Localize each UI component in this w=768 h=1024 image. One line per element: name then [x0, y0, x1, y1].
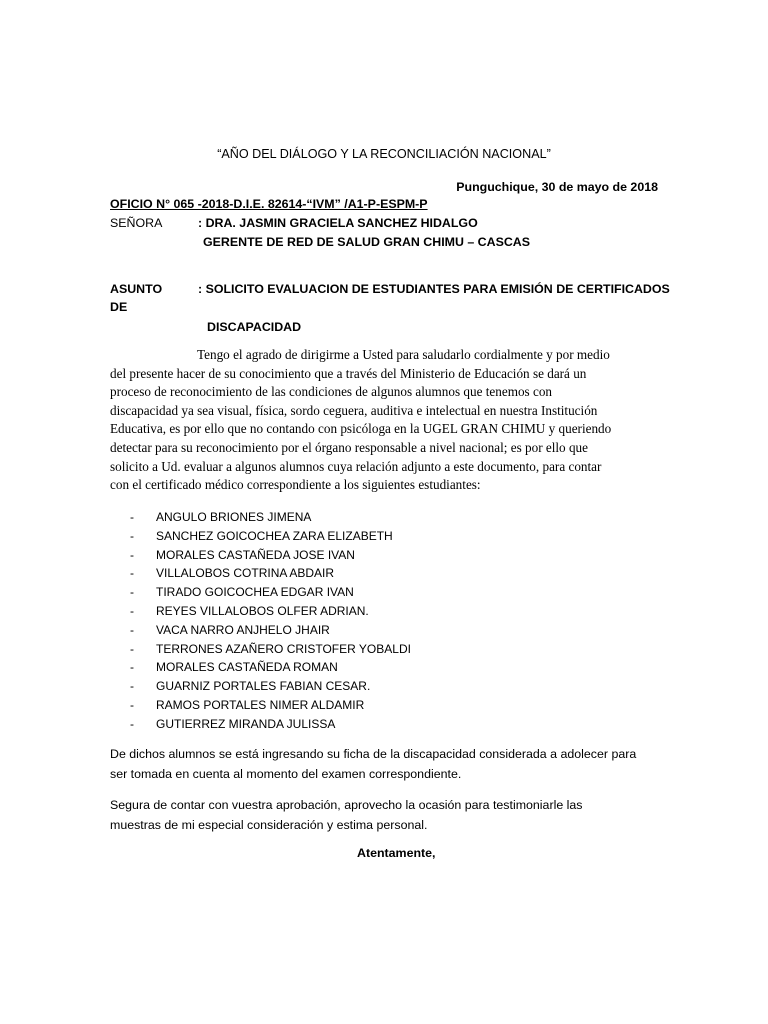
student-name: ANGULO BRIONES JIMENA [156, 510, 312, 524]
student-name: GUARNIZ PORTALES FABIAN CESAR. [156, 679, 371, 694]
list-item [130, 696, 411, 715]
info-paragraph [110, 745, 636, 784]
list-item [130, 715, 411, 734]
body-line: con el certificado médico correspondiente a los siguientes estudiantes: [110, 477, 481, 493]
bullet-dash: - [130, 585, 134, 600]
bullet-dash: - [130, 547, 134, 562]
body-line: detectar para su reconocimiento por el órgano responsable a nivel nacional; es por ello que [110, 439, 588, 455]
recipient-row [110, 216, 478, 230]
subject-line-3: DISCAPACIDAD [207, 320, 302, 334]
paragraph-line: De dichos alumnos se está ingresando su ficha de la discapacidad considerada a adolecer para [110, 747, 637, 761]
bullet-dash: - [130, 660, 134, 675]
bullet-dash: - [130, 528, 134, 543]
paragraph-line: muestras de mi especial consideración y estima personal. [110, 817, 428, 832]
farewell-paragraph [110, 796, 583, 835]
subject-line-2: DE [110, 300, 128, 314]
list-item [130, 527, 411, 546]
body-paragraph [110, 346, 658, 495]
list-item [130, 621, 411, 640]
subject-line-1: : SOLICITO EVALUACION DE ESTUDIANTES PARA EMISIÓN DE CERTIFICADOS [198, 282, 670, 296]
student-name: TERRONES AZAÑERO CRISTOFER YOBALDI [156, 641, 411, 656]
bullet-dash: - [130, 679, 134, 694]
bullet-dash: - [130, 603, 134, 618]
body-line: Educativa, es por ello que no contando con psicóloga en la UGEL GRAN CHIMU y queriendo [110, 421, 612, 437]
list-item [130, 564, 411, 583]
student-name: VILLALOBOS COTRINA ABDAIR [156, 566, 335, 581]
student-name: MORALES CASTAÑEDA ROMAN [156, 660, 338, 675]
place-date: Punguchique, 30 de mayo de 2018 [456, 180, 658, 194]
body-line: solicito a Ud. evaluar a algunos alumnos cuya relación adjunto a este documento, para contar [110, 458, 602, 474]
bullet-dash: - [130, 510, 134, 524]
body-line: discapacidad ya sea visual, física, sordo ceguera, auditiva e intelectual en nuestra Institución [110, 402, 598, 418]
subject-label: ASUNTO [110, 282, 163, 296]
list-item [130, 508, 411, 527]
list-item [130, 677, 411, 696]
bullet-dash: - [130, 697, 134, 712]
list-item [130, 658, 411, 677]
list-item [130, 640, 411, 659]
recipient-title: GERENTE DE RED DE SALUD GRAN CHIMU – CASCAS [203, 235, 531, 249]
subject-row [110, 282, 670, 296]
recipient-label: SEÑORA [110, 216, 163, 230]
list-item [130, 546, 411, 565]
body-line: Tengo el agrado de dirigirme a Usted para saludarlo cordialmente y por medio [197, 347, 610, 362]
student-name: RAMOS PORTALES NIMER ALDAMIR [156, 697, 365, 712]
student-name: GUTIERREZ MIRANDA JULISSA [156, 716, 336, 731]
bullet-dash: - [130, 641, 134, 656]
student-name: MORALES CASTAÑEDA JOSE IVAN [156, 547, 355, 562]
closing-salutation: Atentamente, [357, 846, 436, 860]
year-motto: “AÑO DEL DIÁLOGO Y LA RECONCILIACIÓN NACIONAL” [217, 147, 551, 161]
paragraph-line: Segura de contar con vuestra aprobación, aprovecho la ocasión para testimoniarle las [110, 798, 583, 812]
recipient-name: : DRA. JASMIN GRACIELA SANCHEZ HIDALGO [198, 216, 478, 230]
oficio-reference: OFICIO N° 065 -2018-D.I.E. 82614-“IVM” /A1-P-ESPM-P [110, 197, 428, 211]
student-name: TIRADO GOICOCHEA EDGAR IVAN [156, 585, 354, 600]
list-item [130, 602, 411, 621]
bullet-dash: - [130, 716, 134, 731]
body-line: del presente hacer de su conocimiento que a través del Ministerio de Educación se dará un [110, 365, 587, 381]
paragraph-line: ser tomada en cuenta al momento del examen correspondiente. [110, 766, 462, 781]
bullet-dash: - [130, 622, 134, 637]
student-name: REYES VILLALOBOS OLFER ADRIAN. [156, 603, 369, 618]
student-name: VACA NARRO ANJHELO JHAIR [156, 622, 330, 637]
list-item [130, 583, 411, 602]
student-list [130, 508, 411, 734]
student-name: SANCHEZ GOICOCHEA ZARA ELIZABETH [156, 528, 393, 543]
body-line: proceso de reconocimiento de las condiciones de algunos alumnos que tenemos con [110, 384, 553, 400]
bullet-dash: - [130, 566, 134, 581]
